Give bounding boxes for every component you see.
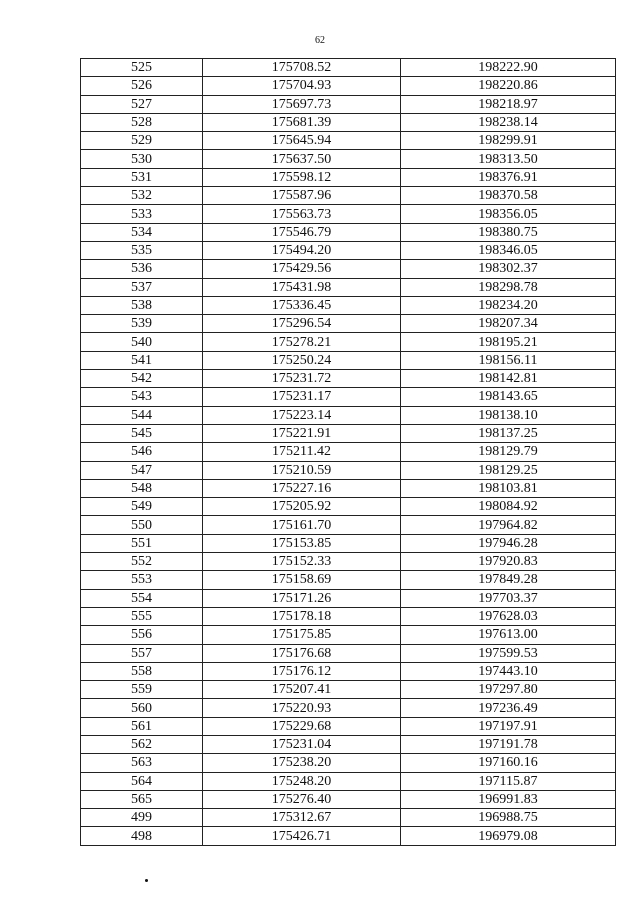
y-coordinate-cell: 198142.81 xyxy=(401,370,616,388)
table-row xyxy=(81,717,616,735)
x-coordinate-cell: 175211.42 xyxy=(203,443,401,461)
x-coordinate-cell: 175563.73 xyxy=(203,205,401,223)
y-coordinate-cell: 198356.05 xyxy=(401,205,616,223)
point-number-cell: 557 xyxy=(81,644,203,662)
x-coordinate-cell: 175221.91 xyxy=(203,424,401,442)
y-coordinate-cell: 197964.82 xyxy=(401,516,616,534)
y-coordinate-cell: 197191.78 xyxy=(401,735,616,753)
x-coordinate-cell: 175176.12 xyxy=(203,662,401,680)
table-row xyxy=(81,827,616,845)
x-coordinate-cell: 175494.20 xyxy=(203,241,401,259)
x-coordinate-cell: 175276.40 xyxy=(203,790,401,808)
y-coordinate-cell: 197920.83 xyxy=(401,553,616,571)
table-row xyxy=(81,315,616,333)
table-row xyxy=(81,296,616,314)
x-coordinate-cell: 175207.41 xyxy=(203,681,401,699)
y-coordinate-cell: 198238.14 xyxy=(401,113,616,131)
table-row xyxy=(81,223,616,241)
y-coordinate-cell: 198103.81 xyxy=(401,479,616,497)
y-coordinate-cell: 198299.91 xyxy=(401,132,616,150)
point-number-cell: 535 xyxy=(81,241,203,259)
point-number-cell: 498 xyxy=(81,827,203,845)
y-coordinate-cell: 196979.08 xyxy=(401,827,616,845)
table-row xyxy=(81,516,616,534)
coordinates-table xyxy=(80,58,616,846)
x-coordinate-cell: 175431.98 xyxy=(203,278,401,296)
x-coordinate-cell: 175220.93 xyxy=(203,699,401,717)
x-coordinate-cell: 175210.59 xyxy=(203,461,401,479)
y-coordinate-cell: 198138.10 xyxy=(401,406,616,424)
x-coordinate-cell: 175171.26 xyxy=(203,589,401,607)
point-number-cell: 538 xyxy=(81,296,203,314)
x-coordinate-cell: 175223.14 xyxy=(203,406,401,424)
table-row xyxy=(81,278,616,296)
x-coordinate-cell: 175546.79 xyxy=(203,223,401,241)
x-coordinate-cell: 175697.73 xyxy=(203,95,401,113)
y-coordinate-cell: 197236.49 xyxy=(401,699,616,717)
table-row xyxy=(81,260,616,278)
y-coordinate-cell: 197599.53 xyxy=(401,644,616,662)
point-number-cell: 530 xyxy=(81,150,203,168)
point-number-cell: 558 xyxy=(81,662,203,680)
table-row xyxy=(81,772,616,790)
x-coordinate-cell: 175278.21 xyxy=(203,333,401,351)
point-number-cell: 542 xyxy=(81,370,203,388)
x-coordinate-cell: 175645.94 xyxy=(203,132,401,150)
point-number-cell: 549 xyxy=(81,498,203,516)
x-coordinate-cell: 175176.68 xyxy=(203,644,401,662)
table-row xyxy=(81,333,616,351)
table-row xyxy=(81,699,616,717)
y-coordinate-cell: 196991.83 xyxy=(401,790,616,808)
table-row xyxy=(81,735,616,753)
y-coordinate-cell: 198129.79 xyxy=(401,443,616,461)
y-coordinate-cell: 197297.80 xyxy=(401,681,616,699)
x-coordinate-cell: 175227.16 xyxy=(203,479,401,497)
y-coordinate-cell: 198129.25 xyxy=(401,461,616,479)
x-coordinate-cell: 175205.92 xyxy=(203,498,401,516)
x-coordinate-cell: 175708.52 xyxy=(203,59,401,77)
point-number-cell: 550 xyxy=(81,516,203,534)
table-row xyxy=(81,370,616,388)
table-row xyxy=(81,443,616,461)
y-coordinate-cell: 198376.91 xyxy=(401,168,616,186)
point-number-cell: 560 xyxy=(81,699,203,717)
y-coordinate-cell: 198370.58 xyxy=(401,187,616,205)
point-number-cell: 533 xyxy=(81,205,203,223)
y-coordinate-cell: 198298.78 xyxy=(401,278,616,296)
x-coordinate-cell: 175637.50 xyxy=(203,150,401,168)
point-number-cell: 556 xyxy=(81,626,203,644)
point-number-cell: 527 xyxy=(81,95,203,113)
point-number-cell: 551 xyxy=(81,534,203,552)
point-number-cell: 532 xyxy=(81,187,203,205)
table-row xyxy=(81,205,616,223)
table-row xyxy=(81,406,616,424)
x-coordinate-cell: 175231.72 xyxy=(203,370,401,388)
point-number-cell: 540 xyxy=(81,333,203,351)
x-coordinate-cell: 175175.85 xyxy=(203,626,401,644)
point-number-cell: 534 xyxy=(81,223,203,241)
y-coordinate-cell: 198143.65 xyxy=(401,388,616,406)
point-number-cell: 525 xyxy=(81,59,203,77)
y-coordinate-cell: 197849.28 xyxy=(401,571,616,589)
point-number-cell: 545 xyxy=(81,424,203,442)
table-row xyxy=(81,77,616,95)
y-coordinate-cell: 197115.87 xyxy=(401,772,616,790)
point-number-cell: 529 xyxy=(81,132,203,150)
table-row xyxy=(81,809,616,827)
point-number-cell: 563 xyxy=(81,754,203,772)
x-coordinate-cell: 175681.39 xyxy=(203,113,401,131)
y-coordinate-cell: 198234.20 xyxy=(401,296,616,314)
table-row xyxy=(81,662,616,680)
point-number-cell: 531 xyxy=(81,168,203,186)
table-row xyxy=(81,113,616,131)
point-number-cell: 553 xyxy=(81,571,203,589)
y-coordinate-cell: 198218.97 xyxy=(401,95,616,113)
point-number-cell: 537 xyxy=(81,278,203,296)
y-coordinate-cell: 198222.90 xyxy=(401,59,616,77)
table-row xyxy=(81,607,616,625)
point-number-cell: 499 xyxy=(81,809,203,827)
x-coordinate-cell: 175153.85 xyxy=(203,534,401,552)
table-row xyxy=(81,498,616,516)
y-coordinate-cell: 197703.37 xyxy=(401,589,616,607)
y-coordinate-cell: 197628.03 xyxy=(401,607,616,625)
y-coordinate-cell: 198313.50 xyxy=(401,150,616,168)
y-coordinate-cell: 198137.25 xyxy=(401,424,616,442)
table-row xyxy=(81,644,616,662)
x-coordinate-cell: 175248.20 xyxy=(203,772,401,790)
y-coordinate-cell: 198380.75 xyxy=(401,223,616,241)
y-coordinate-cell: 196988.75 xyxy=(401,809,616,827)
point-number-cell: 539 xyxy=(81,315,203,333)
point-number-cell: 565 xyxy=(81,790,203,808)
table-row xyxy=(81,388,616,406)
y-coordinate-cell: 197946.28 xyxy=(401,534,616,552)
point-number-cell: 528 xyxy=(81,113,203,131)
point-number-cell: 559 xyxy=(81,681,203,699)
table-row xyxy=(81,95,616,113)
y-coordinate-cell: 198220.86 xyxy=(401,77,616,95)
x-coordinate-cell: 175229.68 xyxy=(203,717,401,735)
table-row xyxy=(81,626,616,644)
x-coordinate-cell: 175231.04 xyxy=(203,735,401,753)
x-coordinate-cell: 175250.24 xyxy=(203,351,401,369)
point-number-cell: 546 xyxy=(81,443,203,461)
table-row xyxy=(81,589,616,607)
point-number-cell: 544 xyxy=(81,406,203,424)
table-row xyxy=(81,461,616,479)
page-number: 62 xyxy=(315,35,325,46)
point-number-cell: 536 xyxy=(81,260,203,278)
y-coordinate-cell: 197160.16 xyxy=(401,754,616,772)
table-row xyxy=(81,754,616,772)
x-coordinate-cell: 175704.93 xyxy=(203,77,401,95)
table-row xyxy=(81,59,616,77)
table-row xyxy=(81,187,616,205)
table-row xyxy=(81,424,616,442)
table-row xyxy=(81,132,616,150)
x-coordinate-cell: 175231.17 xyxy=(203,388,401,406)
x-coordinate-cell: 175161.70 xyxy=(203,516,401,534)
x-coordinate-cell: 175296.54 xyxy=(203,315,401,333)
y-coordinate-cell: 198346.05 xyxy=(401,241,616,259)
table-body xyxy=(81,59,616,846)
table-row xyxy=(81,571,616,589)
point-number-cell: 561 xyxy=(81,717,203,735)
point-number-cell: 541 xyxy=(81,351,203,369)
table-row xyxy=(81,241,616,259)
stray-dot-mark xyxy=(145,879,148,882)
x-coordinate-cell: 175178.18 xyxy=(203,607,401,625)
y-coordinate-cell: 198302.37 xyxy=(401,260,616,278)
table-row xyxy=(81,553,616,571)
x-coordinate-cell: 175158.69 xyxy=(203,571,401,589)
point-number-cell: 555 xyxy=(81,607,203,625)
y-coordinate-cell: 197197.91 xyxy=(401,717,616,735)
y-coordinate-cell: 197443.10 xyxy=(401,662,616,680)
point-number-cell: 562 xyxy=(81,735,203,753)
table-row xyxy=(81,681,616,699)
x-coordinate-cell: 175587.96 xyxy=(203,187,401,205)
point-number-cell: 543 xyxy=(81,388,203,406)
table-row xyxy=(81,351,616,369)
y-coordinate-cell: 198156.11 xyxy=(401,351,616,369)
table-row xyxy=(81,534,616,552)
point-number-cell: 547 xyxy=(81,461,203,479)
point-number-cell: 526 xyxy=(81,77,203,95)
x-coordinate-cell: 175426.71 xyxy=(203,827,401,845)
table-row xyxy=(81,479,616,497)
x-coordinate-cell: 175238.20 xyxy=(203,754,401,772)
x-coordinate-cell: 175429.56 xyxy=(203,260,401,278)
y-coordinate-cell: 198207.34 xyxy=(401,315,616,333)
y-coordinate-cell: 198084.92 xyxy=(401,498,616,516)
point-number-cell: 548 xyxy=(81,479,203,497)
x-coordinate-cell: 175336.45 xyxy=(203,296,401,314)
x-coordinate-cell: 175598.12 xyxy=(203,168,401,186)
point-number-cell: 564 xyxy=(81,772,203,790)
table-row xyxy=(81,168,616,186)
point-number-cell: 554 xyxy=(81,589,203,607)
y-coordinate-cell: 197613.00 xyxy=(401,626,616,644)
x-coordinate-cell: 175152.33 xyxy=(203,553,401,571)
point-number-cell: 552 xyxy=(81,553,203,571)
y-coordinate-cell: 198195.21 xyxy=(401,333,616,351)
table-row xyxy=(81,790,616,808)
x-coordinate-cell: 175312.67 xyxy=(203,809,401,827)
table-row xyxy=(81,150,616,168)
